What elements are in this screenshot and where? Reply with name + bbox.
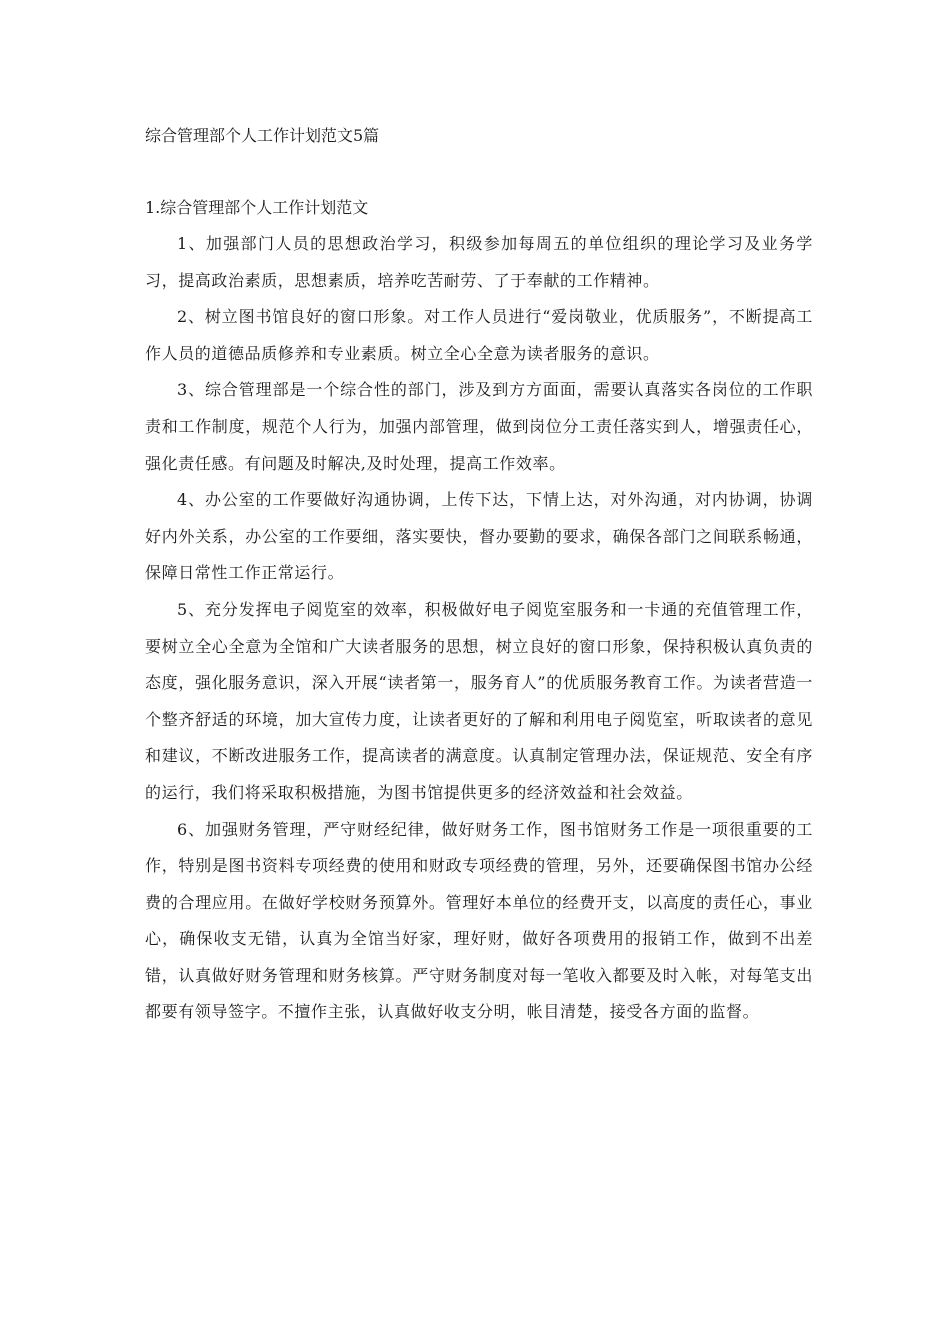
paragraph-1: 1、加强部门人员的思想政治学习，积级参加每周五的单位组织的理论学习及业务学习，提高政治素质，思想素质，培养吃苦耐劳、了于奉献的工作精神。 (145, 234, 813, 290)
document-page (145, 118, 813, 1031)
paragraph-4: 4、办公室的工作要做好沟通协调，上传下达，下情上达，对外沟通，对内协调，协调好内外关系，办公室的工作要细，落实要快，督办要勤的要求，确保各部门之间联系畅通，保障日常性工作正常运行。 (145, 490, 813, 583)
paragraph-6: 6、加强财务管理，严守财经纪律，做好财务工作，图书馆财务工作是一项很重要的工作，特别是图书资料专项经费的使用和财政专项经费的管理，另外，还要确保图书馆办公经费的合理应用。在做好学校财务预算外。管理好本单位的经费开支，以高度的责任心，事业心，确保收支无错，认真为全馆当好家，理好财，做好各项费用的报销工作，做到不出差错，认真做好财务管理和财务核算。严守财务制度对每一笔收入都要及时入帐，对每笔支出都要有领导签字。不擅作主张，认真做好收支分明，帐目清楚，接受各方面的监督。 (145, 819, 813, 1022)
paragraph-5: 5、充分发挥电子阅览室的效率，积极做好电子阅览室服务和一卡通的充值管理工作，要树立全心全意为全馆和广大读者服务的思想，树立良好的窗口形象，保持积极认真负责的态度，强化服务意识，深入开展“读者第一，服务育人”的优质服务教育工作。为读者营造一个整齐舒适的环境，加大宣传力度，让读者更好的了解和利用电子阅览室，听取读者的意见和建议，不断改进服务工作，提高读者的满意度。认真制定管理办法，保证规范、安全有序的运行，我们将采取积极措施，为图书馆提供更多的经济效益和社会效益。 (145, 599, 813, 802)
paragraph-2: 2、树立图书馆良好的窗口形象。对工作人员进行“爱岗敬业，优质服务”，不断提高工作人员的道德品质修养和专业素质。树立全心全意为读者服务的意识。 (145, 307, 813, 363)
document-title: 综合管理部个人工作计划范文5篇 (145, 126, 380, 145)
section-heading: 1.综合管理部个人工作计划范文 (145, 198, 369, 217)
paragraph-3: 3、综合管理部是一个综合性的部门，涉及到方方面面，需要认真落实各岗位的工作职责和工作制度，规范个人行为，加强内部管理，做到岗位分工责任落实到人，增强责任心，强化责任感。有问题及时解决,及时处理，提高工作效率。 (145, 380, 813, 473)
